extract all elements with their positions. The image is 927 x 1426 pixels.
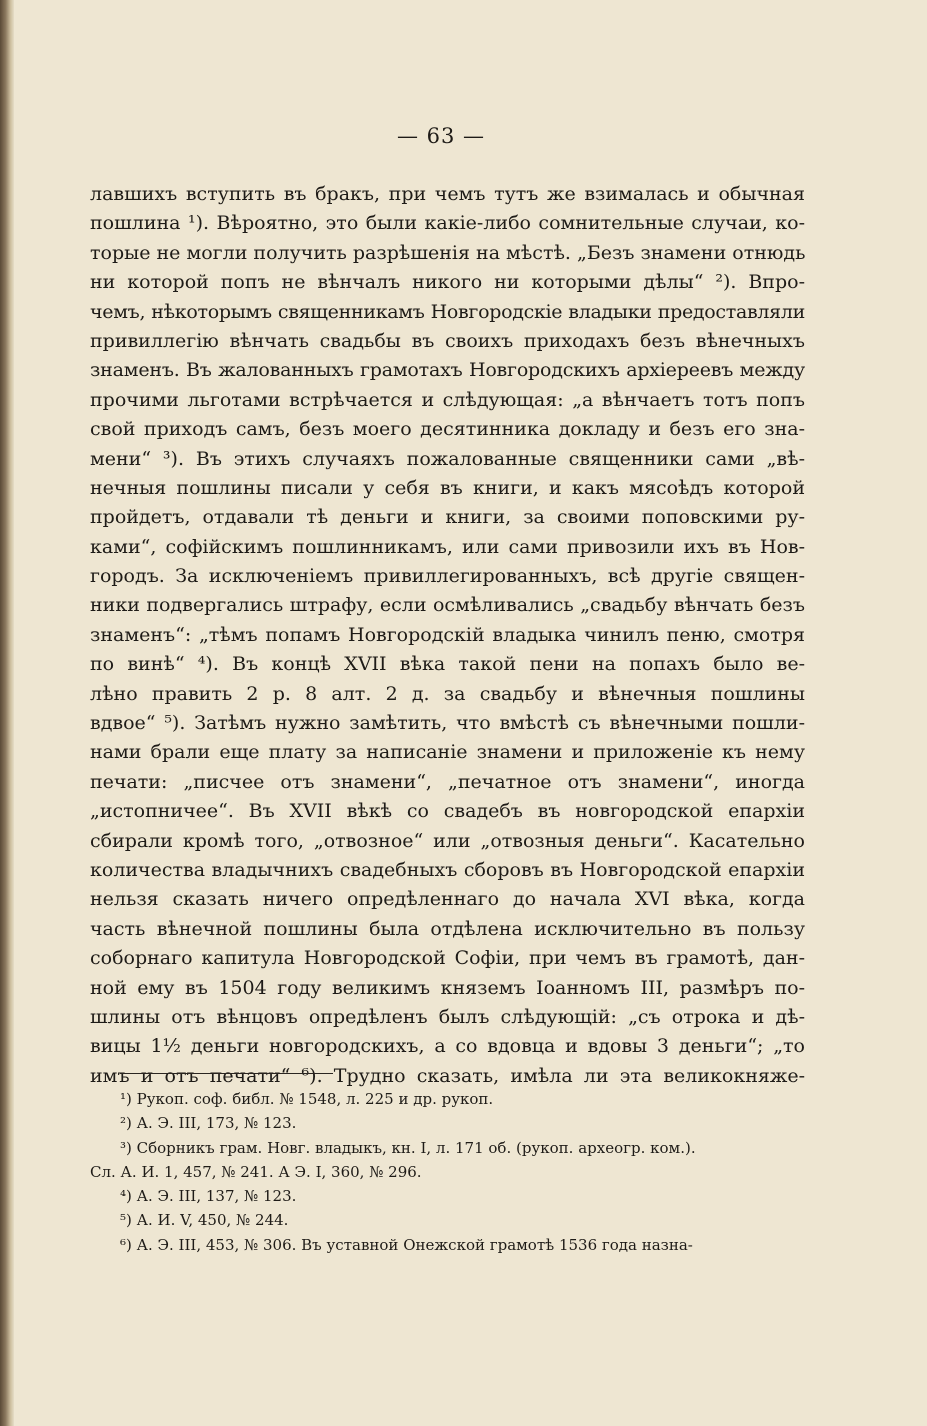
footnote-line: Сл. А. И. 1, 457, № 241. А Э. I, 360, № 296.	[90, 1162, 422, 1181]
text-line: лѣно править 2 р. 8 алт. 2 д. за свадьбу и вѣнечныя пошлины	[90, 682, 805, 705]
text-line: печати: „писчее отъ знамени“, „печатное отъ знамени“, иногда	[90, 770, 805, 793]
text-line: ники подвергались штрафу, если осмѣливались „свадьбу вѣнчать безъ	[90, 594, 805, 617]
text-line: нельзя сказать ничего опредѣленнаго до начала XVI вѣка, когда	[90, 888, 805, 911]
text-line: мени“ ³). Въ этихъ случаяхъ пожалованные священники сами „вѣ-	[90, 447, 805, 470]
footnote-line: ⁵) А. И. V, 450, № 244.	[120, 1211, 289, 1230]
footnotes	[90, 1087, 805, 1257]
text-line: пошлина ¹). Вѣроятно, это были какіе-либо сомнительные случаи, ко-	[90, 212, 805, 235]
text-line: вдвое“ ⁵). Затѣмъ нужно замѣтить, что вмѣстѣ съ вѣнечными пошли-	[90, 712, 805, 735]
text-line: нечныя пошлины писали у себя въ книги, и какъ мясоѣдъ которой	[90, 476, 805, 499]
text-line: знаменъ. Въ жалованныхъ грамотахъ Новгородскихъ архіереевъ между	[90, 359, 805, 382]
text-line: соборнаго капитула Новгородской Софіи, при чемъ въ грамотѣ, дан-	[90, 947, 805, 970]
text-line: „истопничее“. Въ XVII вѣкѣ со свадебъ въ новгородской епархіи	[90, 800, 805, 823]
text-line: вицы 1½ деньги новгородскихъ, а со вдовца и вдовы 3 деньги“; „то	[90, 1035, 805, 1058]
text-line: торые не могли получить разрѣшенія на мѣстѣ. „Безъ знамени отнюдь	[90, 241, 805, 264]
footnote-line: ¹) Рукоп. соф. библ. № 1548, л. 225 и др. рукоп.	[120, 1090, 494, 1108]
text-line: городъ. За исключеніемъ привиллегированныхъ, всѣ другіе священ-	[90, 565, 805, 588]
text-line: нами брали еще плату за написаніе знамени и приложеніе къ нему	[90, 741, 805, 764]
text-line: часть вѣнечной пошлины была отдѣлена исключительно въ пользу	[90, 917, 805, 940]
text-line: количества владычнихъ свадебныхъ сборовъ въ Новгородской епархіи	[90, 858, 805, 881]
footnote-separator	[120, 1073, 333, 1074]
text-line: имъ и отъ печати“ ⁶). Трудно сказать, имѣла ли эта великокняже-	[90, 1064, 805, 1087]
text-line: шлины отъ вѣнцовъ опредѣленъ былъ слѣдующій: „съ отрока и дѣ-	[90, 1005, 805, 1028]
text-line: пройдетъ, отдавали тѣ деньги и книги, за своими поповскими ру-	[90, 506, 805, 529]
footnote-line: ²) А. Э. III, 173, № 123.	[120, 1114, 297, 1133]
text-line: по винѣ“ ⁴). Въ концѣ XVII вѣка такой пени на попахъ было ве-	[90, 653, 805, 676]
text-line: лавшихъ вступить въ бракъ, при чемъ тутъ же взималась и обычная	[90, 183, 805, 205]
text-line: чемъ, нѣкоторымъ священникамъ Новгородскіе владыки предоставляли	[90, 300, 805, 323]
text-line: сбирали кромѣ того, „отвозное“ или „отвозныя деньги“. Касательно	[90, 829, 805, 852]
text-line: свой приходъ самъ, безъ моего десятинника докладу и безъ его зна-	[90, 418, 805, 441]
body-text	[90, 180, 805, 1091]
text-line: ками“, софійскимъ пошлинникамъ, или сами привозили ихъ въ Нов-	[90, 535, 805, 558]
text-line: привиллегію вѣнчать свадьбы въ своихъ приходахъ безъ вѣнечныхъ	[90, 329, 805, 352]
footnote-line: ⁶) А. Э. III, 453, № 306. Въ уставной Онежской грамотѣ 1536 года назна-	[120, 1235, 693, 1254]
text-line: прочими льготами встрѣчается и слѣдующая: „а вѣнчаетъ тотъ попъ	[90, 388, 805, 411]
footnote-line: ⁴) А. Э. III, 137, № 123.	[120, 1187, 297, 1206]
text-line: ной ему въ 1504 году великимъ княземъ Іоанномъ III, размѣръ по-	[90, 976, 805, 999]
text-line: знаменъ“: „тѣмъ попамъ Новгородскій владыка чинилъ пеню, смотря	[90, 623, 805, 646]
text-line: ни которой попъ не вѣнчалъ никого ни которыми дѣлы“ ²). Впро-	[90, 271, 805, 294]
footnote-line: ³) Сборникъ грам. Новг. владыкъ, кн. I, л. 171 об. (рукоп. археогр. ком.).	[120, 1138, 696, 1157]
page-number: — 63 —	[396, 124, 486, 148]
